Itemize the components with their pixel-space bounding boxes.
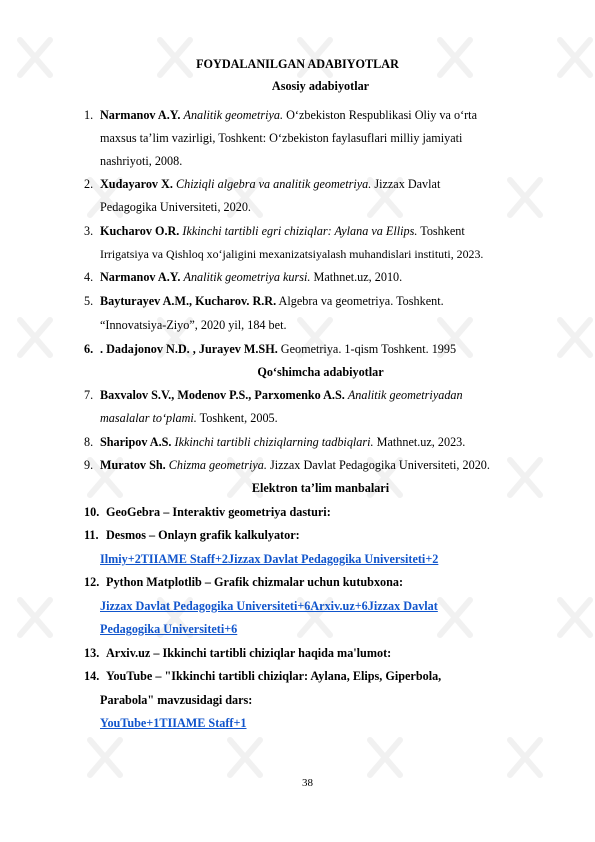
ref-title: Ikkinchi tartibli egri chiziqlar: Aylana va Ellips.: [182, 224, 418, 238]
ref-details: Mathnet.uz, 2010.: [313, 270, 403, 284]
ref-author: Bayturayev A.M., Kucharov. R.R.: [100, 294, 277, 308]
page-heading: FOYDALANILGAN ADABIYOTLAR: [196, 57, 399, 71]
ref-number: 6.: [84, 342, 94, 356]
ref-number: 7.: [84, 388, 94, 402]
ref-details: Toshkent: [420, 224, 465, 238]
ref-details: Algebra va geometriya. Toshkent.: [278, 294, 444, 308]
page-number: 38: [302, 777, 313, 789]
ref-author: Sharipov A.S.: [100, 435, 172, 449]
ref-author: Xudayarov X.: [100, 177, 173, 191]
eresource-link[interactable]: Jizzax Davlat Pedagogika Universiteti+6Arxiv.uz+6Jizzax Davlat: [100, 599, 438, 613]
ref-author: Narmanov A.Y.: [100, 270, 181, 284]
ref-number: 12.: [84, 575, 100, 589]
ref-number: 5.: [84, 294, 94, 308]
ref-details: maxsus ta’lim vazirligi, Toshkent: O‘zbekiston faylasuflari milliy jamiyati: [100, 131, 463, 145]
ref-title: Chiziqli algebra va analitik geometriya.: [175, 177, 372, 191]
ref-title: Analitik geometriya.: [183, 108, 284, 122]
ref-author: Muratov Sh.: [100, 458, 166, 472]
ref-number: 2.: [84, 177, 94, 191]
ref-details: “Innovatsiya-Ziyo”, 2020 yil, 184 bet.: [100, 318, 287, 332]
ref-author: Kucharov O.R.: [100, 224, 180, 238]
eresource-link[interactable]: Ilmiy+2TIIAME Staff+2Jizzax Davlat Pedagogika Universiteti+2: [100, 552, 439, 566]
ref-details: Toshkent, 2005.: [199, 411, 278, 425]
ref-number: 10.: [84, 505, 100, 519]
ref-author: Narmanov A.Y.: [100, 108, 181, 122]
ref-details: Pedagogika Universiteti, 2020.: [100, 200, 251, 214]
section-title-extra: Qo‘shimcha adabiyotlar: [257, 365, 384, 379]
ref-details: Jizzax Davlat: [374, 177, 441, 191]
ref-number: 1.: [84, 108, 94, 122]
ref-number: 8.: [84, 435, 94, 449]
eresource-text: Python Matplotlib – Grafik chizmalar uchun kutubxona:: [106, 575, 404, 589]
ref-title: Analitik geometriya kursi.: [183, 270, 311, 284]
ref-author: Baxvalov S.V., Modenov P.S., Parxomenko A.S.: [100, 388, 345, 402]
ref-details: Irrigatsiya va Qishloq xo‘jaligini mexanizatsiyalash muhandislari instituti, 2023.: [100, 247, 484, 261]
ref-details: Geometriya. 1-qism Toshkent. 1995: [280, 342, 457, 356]
ref-title: masalalar to‘plami.: [100, 411, 197, 425]
ref-details: Jizzax Davlat Pedagogika Universiteti, 2020.: [269, 458, 490, 472]
ref-title: Ikkinchi tartibli chiziqlarning tadbiqlari.: [174, 435, 374, 449]
ref-number: 11.: [84, 528, 99, 542]
eresource-text: Parabola" mavzusidagi dars:: [100, 693, 253, 707]
ref-number: 4.: [84, 270, 94, 284]
ref-details: Mathnet.uz, 2023.: [376, 435, 466, 449]
section-title-electronic: Elektron ta’lim manbalari: [251, 481, 390, 495]
eresource-text: Desmos – Onlayn grafik kalkulyator:: [106, 528, 300, 542]
ref-details: nashriyoti, 2008.: [100, 154, 183, 168]
ref-number: 3.: [84, 224, 94, 238]
ref-title: Analitik geometriyadan: [347, 388, 463, 402]
ref-number: 14.: [84, 669, 100, 683]
ref-number: 9.: [84, 458, 94, 472]
ref-number: 13.: [84, 646, 100, 660]
ref-title: Chizma geometriya.: [168, 458, 267, 472]
eresource-link[interactable]: YouTube+1TIIAME Staff+1: [100, 716, 247, 730]
section-title-main: Asosiy adabiyotlar: [271, 79, 370, 93]
ref-details: O‘zbekiston Respublikasi Oliy va o‘rta: [286, 108, 477, 122]
eresource-link[interactable]: Pedagogika Universiteti+6: [100, 622, 238, 636]
eresource-text: Arxiv.uz – Ikkinchi tartibli chiziqlar haqida ma'lumot:: [106, 646, 392, 660]
eresource-text: GeoGebra – Interaktiv geometriya dasturi:: [106, 505, 331, 519]
ref-author: . Dadajonov N.D. , Jurayev M.SH.: [100, 342, 278, 356]
eresource-text: YouTube – "Ikkinchi tartibli chiziqlar: Aylana, Elips, Giperbola,: [106, 669, 442, 683]
